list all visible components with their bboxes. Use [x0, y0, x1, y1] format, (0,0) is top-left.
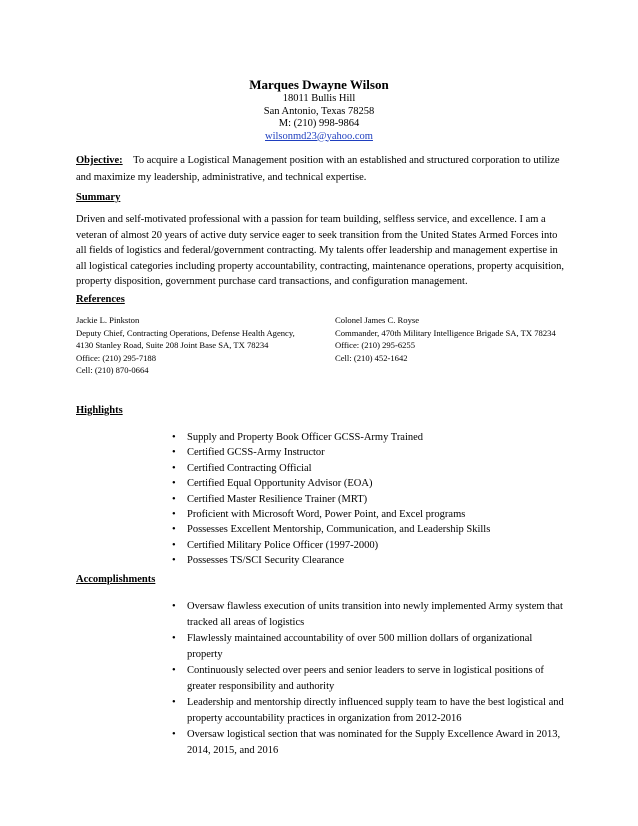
- list-item: • Flawlessly maintained accountability of over 500 million dollars of organizational property: [172, 631, 567, 662]
- reference-right-line: Office: (210) 295-6255: [335, 340, 416, 350]
- objective-section: [76, 152, 568, 186]
- list-item: • Possesses Excellent Mentorship, Communication, and Leadership Skills: [172, 522, 490, 537]
- reference-left-line: Office: (210) 295-7188: [76, 352, 157, 363]
- highlights-title: Highlights: [76, 405, 123, 416]
- address-line-2: San Antonio, Texas 78258: [263, 105, 375, 117]
- address-line-1: 18011 Bullis Hill: [282, 93, 356, 104]
- reference-left: [76, 314, 295, 377]
- reference-right-line: Cell: (210) 452-1642: [335, 352, 408, 363]
- reference-right-line: Commander, 470th Military Intelligence Brigade SA, TX 78234: [335, 327, 556, 338]
- resume-header: [0, 76, 638, 143]
- list-item: • Proficient with Microsoft Word, Power Point, and Excel programs: [172, 507, 490, 522]
- reference-left-line: Deputy Chief, Contracting Operations, Defense Health Agency,: [76, 327, 295, 338]
- reference-right: [335, 314, 556, 364]
- objective-label: Objective:: [76, 155, 123, 166]
- list-item: • Certified Contracting Official: [172, 461, 490, 476]
- list-item: • Leadership and mentorship directly influenced supply team to have the best logistical and property accountability practices in organization from 2012-2016: [172, 695, 567, 726]
- objective-text: To acquire a Logistical Management position with an established and structured corporation to utilize and maximize my leadership, administrative, and technical expertise.: [76, 155, 560, 183]
- highlights-list: [172, 430, 490, 569]
- list-item: • Oversaw logistical section that was nominated for the Supply Excellence Award in 2013, 2014, 2015, and 2016: [172, 727, 567, 758]
- summary-title: Summary: [76, 192, 121, 203]
- reference-left-line: Jackie L. Pinkston: [76, 315, 140, 325]
- accomplishments-list: [172, 599, 567, 759]
- list-item: • Certified Equal Opportunity Advisor (EOA): [172, 476, 490, 491]
- references-title: References: [76, 294, 125, 305]
- reference-left-line: Cell: (210) 870-0664: [76, 365, 149, 375]
- list-item: • Certified Master Resilience Trainer (MRT): [172, 492, 490, 507]
- summary-text: Driven and self-motivated professional with a passion for team building, selfless service, and excellence. I am a veteran of almost 20 years of active duty service eager to seek transition from the United States Armed Forces into all fields of logistics and federal/government contracting. My talents offer leadership and management expertise in all logistical categories including property accountability, contracting, maintenance operations, property acquisition, property disposition, government purchase card transactions, and configuration management.: [76, 214, 564, 287]
- list-item: • Continuously selected over peers and senior leaders to serve in logistical positions of greater responsibility and authority: [172, 663, 567, 694]
- list-item: • Supply and Property Book Officer GCSS-Army Trained: [172, 430, 490, 445]
- list-item: • Possesses TS/SCI Security Clearance: [172, 553, 490, 568]
- list-item: • Certified GCSS-Army Instructor: [172, 445, 490, 460]
- reference-right-line: Colonel James C. Royse: [335, 315, 420, 325]
- phone-number: M: (210) 998-9864: [278, 118, 360, 129]
- reference-left-line: 4130 Stanley Road, Suite 208 Joint Base SA, TX 78234: [76, 340, 269, 350]
- list-item: • Certified Military Police Officer (1997-2000): [172, 538, 490, 553]
- accomplishments-title: Accomplishments: [76, 574, 156, 585]
- candidate-name: Marques Dwayne Wilson: [249, 77, 389, 92]
- list-item: • Oversaw flawless execution of units transition into newly implemented Army system that tracked all areas of logistics: [172, 599, 567, 630]
- email-link[interactable]: wilsonmd23@yahoo.com: [265, 130, 373, 142]
